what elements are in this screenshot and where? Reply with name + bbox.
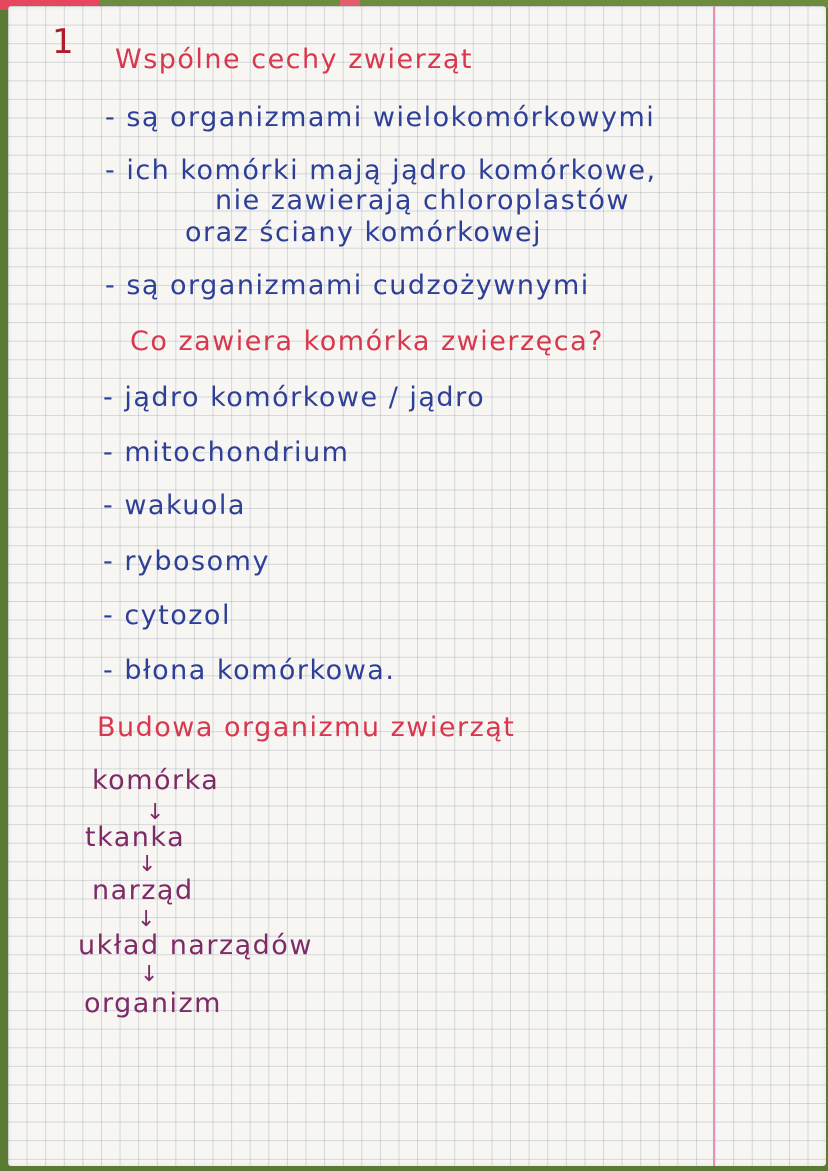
- hierarchy-item: układ narządów: [78, 930, 313, 961]
- hierarchy-item: tkanka: [85, 822, 186, 853]
- trait-item: - są organizmami wielokomórkowymi: [105, 102, 656, 133]
- arrow-down-icon: ↓: [146, 800, 165, 825]
- heading-cell-contents: Co zawiera komórka zwierzęca?: [130, 326, 604, 357]
- cell-part-item: - mitochondrium: [103, 437, 350, 468]
- trait-item-continued: nie zawierają chloroplastów: [215, 185, 630, 216]
- arrow-down-icon: ↓: [138, 852, 157, 877]
- hierarchy-item: komórka: [92, 765, 220, 796]
- page-number: 1: [52, 22, 76, 62]
- trait-item-continued: oraz ściany komórkowej: [185, 217, 543, 248]
- heading-common-traits: Wspólne cechy zwierząt: [115, 44, 473, 75]
- arrow-down-icon: ↓: [140, 962, 159, 987]
- heading-organism-structure: Budowa organizmu zwierząt: [97, 712, 516, 743]
- cell-part-item: - rybosomy: [103, 546, 270, 577]
- margin-line: [713, 6, 715, 1166]
- arrow-down-icon: ↓: [137, 907, 156, 932]
- trait-item: - są organizmami cudzożywnymi: [105, 270, 590, 301]
- hierarchy-item: organizm: [84, 988, 222, 1019]
- cell-part-item: - błona komórkowa.: [103, 655, 396, 686]
- hierarchy-item: narząd: [92, 875, 194, 906]
- cell-part-item: - wakuola: [103, 490, 246, 521]
- cell-part-item: - jądro komórkowe / jądro: [103, 382, 486, 413]
- trait-item: - ich komórki mają jądro komórkowe,: [105, 155, 657, 186]
- cell-part-item: - cytozol: [103, 600, 231, 631]
